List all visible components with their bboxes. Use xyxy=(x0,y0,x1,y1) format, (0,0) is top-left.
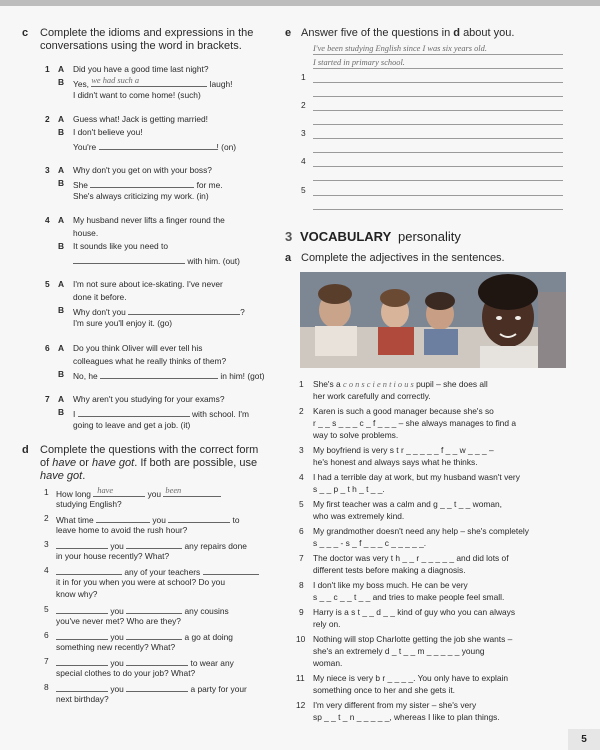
c-q2-answer-blank[interactable] xyxy=(99,140,217,150)
a-s10-line3: woman. xyxy=(313,658,343,668)
c-q6-speaker-b: B xyxy=(58,369,65,379)
c-q6-line-a2: colleagues what he really thinks of them? xyxy=(73,356,227,366)
c-q4-line-b: It sounds like you need to xyxy=(73,241,168,251)
c-q4-line-a1: My husband never lifts a finger round the xyxy=(73,215,225,225)
c-q3-speaker-a: A xyxy=(58,165,65,175)
d-q4-blank1[interactable] xyxy=(56,565,122,575)
c-q1-line-a: Did you have a good time last night? xyxy=(73,64,209,74)
d-q3-blank1[interactable] xyxy=(56,539,108,549)
c-q5-answer-blank[interactable] xyxy=(128,305,240,315)
a-s2-line3: way to solve problems. xyxy=(313,430,399,440)
c-q2-speaker-b: B xyxy=(58,127,65,137)
d-q8-line1: you a party for your xyxy=(56,682,247,695)
a-s7-line1[interactable]: The doctor was very t h _ _ r _ _ _ _ _ and did lots of xyxy=(313,553,509,563)
a-s12-line1: I'm very different from my sister – she's very xyxy=(313,700,477,710)
e-rule-ex1 xyxy=(313,54,563,55)
d-q4-blank2[interactable] xyxy=(203,565,259,575)
c-q5-line-a2: done it before. xyxy=(73,292,127,302)
d-q1-line2: studying English? xyxy=(56,499,122,509)
e-answer-3-line[interactable] xyxy=(313,138,563,139)
a-s2-line1: Karen is such a good manager because she's so xyxy=(313,406,494,416)
d-q5-blank1[interactable] xyxy=(56,604,108,614)
a-s6-line1: My grandmother doesn't need any help – she's completely xyxy=(313,526,529,536)
section-a-heading: Complete the adjectives in the sentences. xyxy=(301,252,505,264)
a-s7-number: 7 xyxy=(299,553,304,563)
d-q8-blank2[interactable] xyxy=(126,682,188,692)
a-s1-number: 1 xyxy=(299,379,304,389)
c-q6-line-a1: Do you think Oliver will ever tell his xyxy=(73,343,203,353)
a-s4-line2[interactable]: s _ _ p _ t h _ t _ _. xyxy=(313,484,385,494)
e-answer-4-line[interactable] xyxy=(313,166,563,167)
d-q6-number: 6 xyxy=(44,630,49,640)
a-s4-number: 4 xyxy=(299,472,304,482)
a-s10-line1: Nothing will stop Charlotte getting the job she wants – xyxy=(313,634,513,644)
e-answer-2-number: 2 xyxy=(301,100,306,110)
section-e-letter: e xyxy=(285,27,292,39)
a-s8-number: 8 xyxy=(299,580,304,590)
d-q4-line3: know why? xyxy=(56,589,98,599)
c-q4-answer-blank[interactable] xyxy=(73,254,185,264)
c-q6-number: 6 xyxy=(45,343,50,353)
c-q3-number: 3 xyxy=(45,165,50,175)
d-q8-line2: next birthday? xyxy=(56,694,109,704)
c-q7-speaker-a: A xyxy=(58,394,65,404)
section-e-heading: Answer five of the questions in d about you. xyxy=(301,27,515,39)
a-s12-line2[interactable]: sp _ _ t _ n _ _ _ _ _, whereas I like to plan things. xyxy=(313,712,500,722)
c-q1-line-b: Yes, we had such a laugh! xyxy=(73,76,233,89)
e-answer-5-line2[interactable] xyxy=(313,209,563,210)
c-q6-speaker-a: A xyxy=(58,343,65,353)
section-c-letter: c xyxy=(22,27,29,39)
d-q6-blank2[interactable] xyxy=(126,630,182,640)
d-q2-blank2[interactable] xyxy=(168,513,230,523)
c-q4-speaker-b: B xyxy=(58,241,65,251)
e-answer-5-line[interactable] xyxy=(313,195,563,196)
d-q1-line1: How long have you been xyxy=(56,487,221,500)
d-q8-blank1[interactable] xyxy=(56,682,108,692)
e-answer-2-line2[interactable] xyxy=(313,124,563,125)
c-q1-speaker-b: B xyxy=(58,77,65,87)
e-answer-3-line2[interactable] xyxy=(313,152,563,153)
c-q1-answer-blank[interactable]: we had such a xyxy=(91,77,207,87)
a-s9-line1[interactable]: Harry is a s t _ _ d _ _ kind of guy who you can always xyxy=(313,607,516,617)
section-a-letter: a xyxy=(285,252,292,264)
e-answer-5-number: 5 xyxy=(301,185,306,195)
c-q7-number: 7 xyxy=(45,394,50,404)
a-s1-line2: her work carefully and correctly. xyxy=(313,391,431,401)
vocab-section-title: VOCABULARY xyxy=(300,229,392,244)
vocab-section-number: 3 xyxy=(285,229,293,244)
classroom-photo xyxy=(300,272,566,368)
c-q4-number: 4 xyxy=(45,215,50,225)
a-s11-line1[interactable]: My niece is very b r _ _ _ _. You only have to explain xyxy=(313,673,509,683)
c-q3-speaker-b: B xyxy=(58,178,65,188)
section-c-heading-line2: conversations using the word in brackets. xyxy=(40,40,242,52)
a-s5-number: 5 xyxy=(299,499,304,509)
d-q2-blank1[interactable] xyxy=(96,513,150,523)
a-s5-line2: who was extremely kind. xyxy=(313,511,405,521)
d-q5-number: 5 xyxy=(44,604,49,614)
a-s6-number: 6 xyxy=(299,526,304,536)
d-q1-number: 1 xyxy=(44,487,49,497)
c-q7-speaker-b: B xyxy=(58,407,65,417)
d-q7-blank1[interactable] xyxy=(56,656,108,666)
a-s9-number: 9 xyxy=(299,607,304,617)
d-q8-number: 8 xyxy=(44,682,49,692)
e-answer-1-line[interactable] xyxy=(313,82,563,83)
c-q6-line-b: No, he in him! (got) xyxy=(73,371,265,381)
a-s10-number: 10 xyxy=(296,634,306,644)
d-q5-line2: you've never met? Who are they? xyxy=(56,616,181,626)
a-s11-number: 11 xyxy=(296,673,305,683)
c-q7-line-b2: going to leave and get a job. (it) xyxy=(73,420,191,430)
c-q5-speaker-b: B xyxy=(58,305,65,315)
a-s5-line1[interactable]: My first teacher was a calm and g _ _ t _ _ woman, xyxy=(313,499,502,509)
a-s8-line1: I don't like my boss much. He can be very xyxy=(313,580,468,590)
c-q2-line-b2: You're ! (on) xyxy=(73,142,237,152)
d-q1-blank2[interactable]: been xyxy=(163,487,221,497)
a-s8-line2[interactable]: s _ _ c _ _ t _ _ and tries to make people feel small. xyxy=(313,592,505,602)
section-d-letter: d xyxy=(22,444,29,456)
e-answer-2-line[interactable] xyxy=(313,110,563,111)
d-q7-number: 7 xyxy=(44,656,49,666)
a-s2-line2[interactable]: r _ _ s _ _ _ c _ f _ _ _ – she always manages to find a xyxy=(313,418,516,428)
c-q1-speaker-a: A xyxy=(58,64,65,74)
c-q2-line-b: I don't believe you! xyxy=(73,127,143,137)
a-s7-line2: different tests before making a diagnosis. xyxy=(313,565,466,575)
c-q3-answer-blank[interactable] xyxy=(90,178,194,188)
c-q7-answer-blank[interactable] xyxy=(78,407,190,417)
d-q4-line1: any of your teachers xyxy=(56,565,259,578)
section-c-heading-line1: Complete the idioms and expressions in the xyxy=(40,27,254,39)
c-q3-line-b: She for me. xyxy=(73,180,223,190)
a-s10-line2[interactable]: she's an extremely d _ t _ _ m _ _ _ _ _ young xyxy=(313,646,485,656)
c-q5-speaker-a: A xyxy=(58,279,65,289)
d-q2-line2: leave home to avoid the rush hour? xyxy=(56,525,188,535)
c-q5-line-b: Why don't you ? xyxy=(73,307,245,317)
a-s3-line2: he's honest and always says what he thinks. xyxy=(313,457,478,467)
c-q4-line-a2: house. xyxy=(73,228,99,238)
d-q2-number: 2 xyxy=(44,513,49,523)
a-s12-number: 12 xyxy=(296,700,306,710)
d-q1-blank1[interactable]: have xyxy=(93,487,145,497)
d-q3-line2: in your house recently? What? xyxy=(56,551,170,561)
d-q4-number: 4 xyxy=(44,565,49,575)
c-q1-line-b2: I didn't want to come home! (such) xyxy=(73,90,201,100)
e-answer-4-number: 4 xyxy=(301,156,306,166)
c-q4-line-b2: with him. (out) xyxy=(73,254,240,267)
a-s11-line2: something once to her and she gets it. xyxy=(313,685,455,695)
c-q2-line-a: Guess what! Jack is getting married! xyxy=(73,114,208,124)
c-q5-number: 5 xyxy=(45,279,50,289)
d-q3-line1: you any repairs done xyxy=(56,539,247,552)
e-answer-1-line2[interactable] xyxy=(313,96,563,97)
c-q7-line-a: Why aren't you studying for your exams? xyxy=(73,394,225,404)
d-q3-blank2[interactable] xyxy=(126,539,182,549)
section-d-heading-line3: have got. xyxy=(40,470,86,482)
section-d-heading-line1: Complete the questions with the correct form xyxy=(40,444,259,456)
a-s3-number: 3 xyxy=(299,445,304,455)
c-q7-line-b: I with school. I'm xyxy=(73,409,249,419)
c-q5-line-a1: I'm not sure about ice-skating. I've never xyxy=(73,279,223,289)
a-s4-line1: I had a terrible day at work, but my husband wasn't very xyxy=(313,472,520,482)
e-answer-4-line2[interactable] xyxy=(313,180,563,181)
d-q7-blank2[interactable] xyxy=(126,656,188,666)
c-q4-speaker-a: A xyxy=(58,215,65,225)
c-q5-line-b2: I'm sure you'll enjoy it. (go) xyxy=(73,318,173,328)
c-q2-speaker-a: A xyxy=(58,114,65,124)
c-q6-answer-blank[interactable] xyxy=(100,369,218,379)
d-q5-blank2[interactable] xyxy=(126,604,182,614)
d-q3-number: 3 xyxy=(44,539,49,549)
d-q7-line2: special clothes to do your job? What? xyxy=(56,668,196,678)
vocab-section-subtitle: personality xyxy=(398,229,461,244)
c-q2-number: 2 xyxy=(45,114,50,124)
a-s1-line1: She's a c o n s c i e n t i o u s pupil – she does all xyxy=(313,379,488,389)
e-example-line1: I've been studying English since I was six years old. xyxy=(313,44,487,53)
section-d-heading-line2: of have or have got. If both are possible, use xyxy=(40,457,258,469)
e-answer-1-number: 1 xyxy=(301,72,306,82)
a-s3-line1[interactable]: My boyfriend is very s t r _ _ _ _ _ f _ _ w _ _ _ – xyxy=(313,445,494,455)
a-s6-line2[interactable]: s _ _ _ - s _ f _ _ _ c _ _ _ _ _. xyxy=(313,538,427,548)
e-answer-3-number: 3 xyxy=(301,128,306,138)
e-example-line2: I started in primary school. xyxy=(313,58,405,67)
c-q3-line-b2: She's always criticizing my work. (in) xyxy=(73,191,209,201)
a-s2-number: 2 xyxy=(299,406,304,416)
c-q1-number: 1 xyxy=(45,64,50,74)
d-q6-line2: something new recently? What? xyxy=(56,642,176,652)
a-s9-line2: rely on. xyxy=(313,619,341,629)
d-q6-blank1[interactable] xyxy=(56,630,108,640)
d-q6-line1: you a go at doing xyxy=(56,630,233,643)
d-q5-line1: you any cousins xyxy=(56,604,229,617)
d-q7-line1: you to wear any xyxy=(56,656,234,669)
page-number: 5 xyxy=(568,729,600,750)
d-q4-line2: it in for you when you were at school? Do you xyxy=(56,577,225,587)
d-q2-line1: What time you to xyxy=(56,515,240,525)
c-q3-line-a: Why don't you get on with your boss? xyxy=(73,165,212,175)
e-rule-ex2 xyxy=(313,68,563,69)
